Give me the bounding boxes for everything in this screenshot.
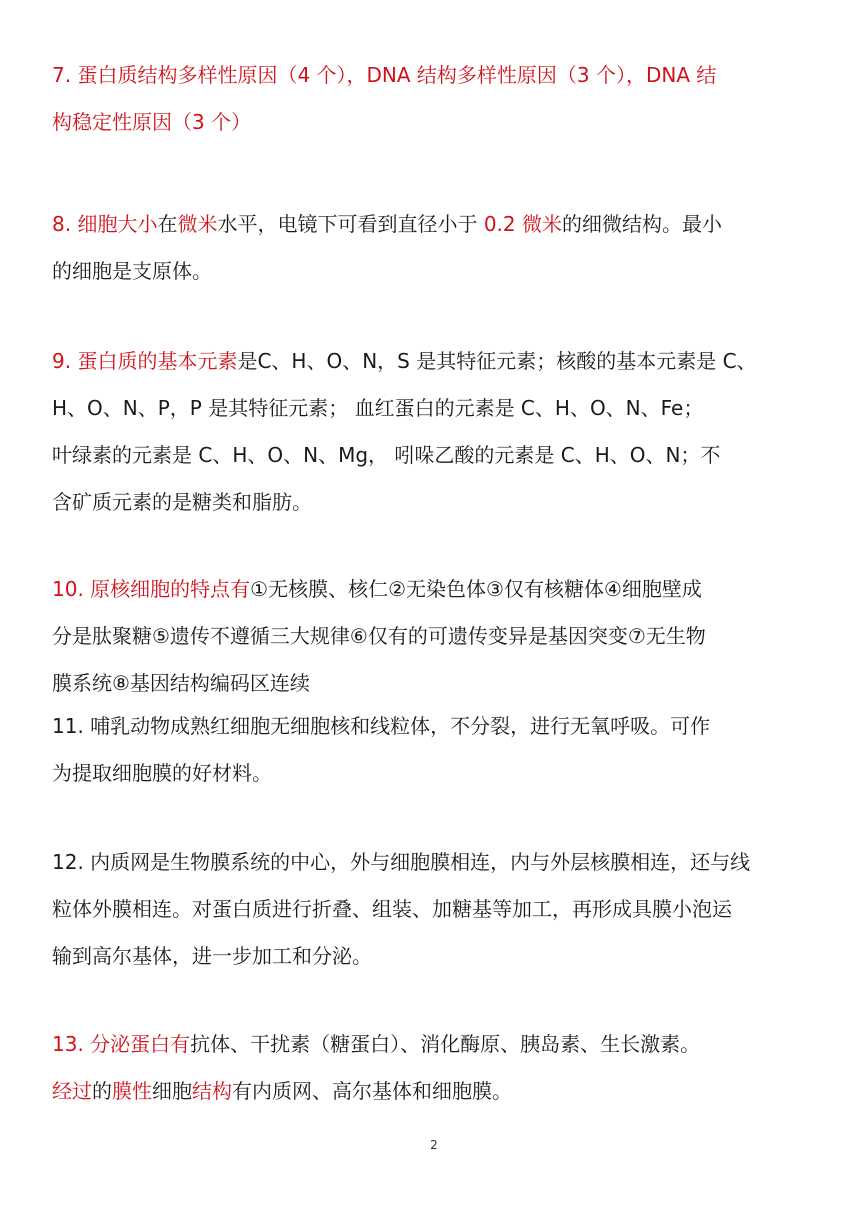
item-8-text: 在 [157, 212, 178, 236]
item-8-highlight-micrometer: 微米 [177, 212, 218, 236]
item-13-highlight-structure: 结构 [192, 1079, 232, 1103]
item-10 [52, 566, 822, 707]
item-10-heading: 10. 原核细胞的特点有 [52, 577, 251, 601]
item-10-line-3: 膜系统⑧基因结构编码区连续 [52, 671, 310, 695]
item-11 [52, 703, 822, 797]
item-9-line-4: 含矿质元素的是糖类和脂肪。 [52, 490, 312, 514]
item-13-highlight-pass: 经过 [52, 1079, 92, 1103]
item-13-text: 有内质网、高尔基体和细胞膜。 [232, 1079, 512, 1103]
item-8-highlight-size: 0.2 微米 [483, 212, 562, 236]
item-12-line-3: 输到高尔基体，进一步加工和分泌。 [52, 944, 372, 968]
item-8 [52, 201, 822, 295]
item-7-line-1: 7. 蛋白质结构多样性原因（4 个），DNA 结构多样性原因（3 个），DNA 结 [52, 63, 717, 87]
item-13 [52, 1021, 822, 1115]
item-13-line-2 [52, 1068, 822, 1115]
item-13-heading: 13. 分泌蛋白有 [52, 1032, 191, 1056]
item-8-line-2: 的细胞是支原体。 [52, 259, 212, 283]
item-11-line-2: 为提取细胞膜的好材料。 [52, 761, 272, 785]
item-12-line-2: 粒体外膜相连。对蛋白质进行折叠、组装、加糖基等加工，再形成具膜小泡运 [52, 897, 732, 921]
page-number: 2 [430, 1138, 438, 1152]
item-13-highlight-membranous: 膜性 [112, 1079, 152, 1103]
item-13-line-1 [52, 1021, 822, 1068]
item-9-line-2: H、O、N、P，P 是其特征元素； 血红蛋白的元素是 C、H、O、N、Fe； [52, 396, 704, 420]
item-8-heading: 8. 细胞大小 [52, 212, 158, 236]
item-13-text: 的 [92, 1079, 112, 1103]
item-11-line-1: 11. 哺乳动物成熟红细胞无细胞核和线粒体，不分裂，进行无氧呼吸。可作 [52, 714, 711, 738]
item-10-text: ①无核膜、核仁②无染色体③仅有核糖体④细胞壁成 [250, 577, 702, 601]
item-8-text: 水平，电镜下可看到直径小于 [217, 212, 484, 236]
item-7 [52, 52, 822, 146]
item-9-text: 是C、H、O、N，S 是其特征元素；核酸的基本元素是 C、 [237, 349, 757, 373]
item-12-line-1: 12. 内质网是生物膜系统的中心，外与细胞膜相连，内与外层核膜相连，还与线 [52, 850, 751, 874]
item-7-line-2: 构稳定性原因（3 个） [52, 110, 252, 134]
item-10-line-1 [52, 566, 822, 613]
item-8-text: 的细微结构。最小 [561, 212, 722, 236]
item-10-line-2: 分是肽聚糖⑤遗传不遵循三大规律⑥仅有的可遗传变异是基因突变⑦无生物 [52, 624, 706, 648]
item-12 [52, 839, 822, 980]
item-9 [52, 338, 822, 526]
item-9-heading: 9. 蛋白质的基本元素 [52, 349, 238, 373]
item-9-line-3: 叶绿素的元素是 C、H、O、N、Mg， 吲哚乙酸的元素是 C、H、O、N；不 [52, 443, 721, 467]
item-8-line-1 [52, 201, 822, 248]
item-13-text: 细胞 [152, 1079, 192, 1103]
item-13-text: 抗体、干扰素（糖蛋白）、消化酶原、胰岛素、生长激素。 [190, 1032, 701, 1056]
item-9-line-1 [52, 338, 822, 385]
